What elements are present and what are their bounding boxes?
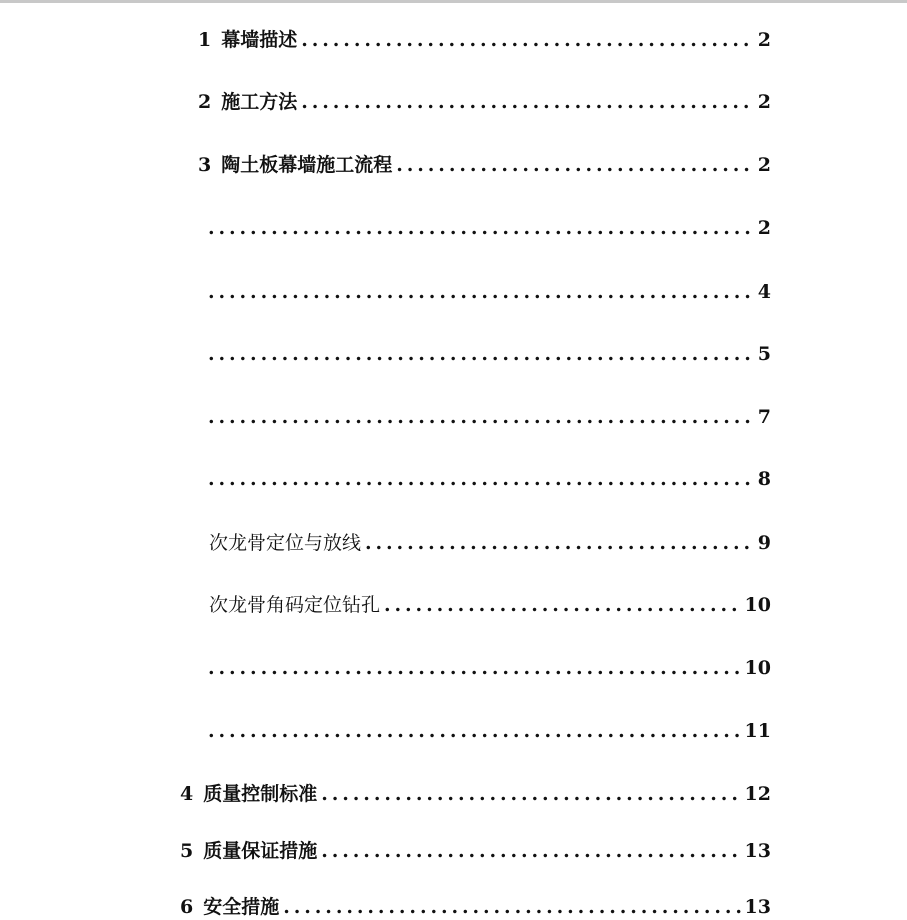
toc-entry-number: 4	[180, 783, 194, 805]
toc-entry-3-7[interactable]	[209, 592, 771, 618]
toc-entry-1[interactable]	[198, 27, 771, 53]
toc-dot-leader	[384, 592, 741, 618]
toc-entry-3-8[interactable]	[204, 655, 771, 681]
toc-dot-leader	[283, 894, 740, 920]
toc-dot-leader	[396, 152, 754, 178]
toc-entry-3-9[interactable]	[204, 718, 771, 744]
toc-entry-number: 3	[198, 154, 212, 176]
toc-entry-title: 质量保证措施	[203, 840, 318, 862]
toc-entry-title: 质量控制标准	[203, 783, 318, 805]
toc-entry-page: 2	[757, 154, 771, 176]
toc-entry-title: 次龙骨定位与放线	[209, 532, 362, 554]
toc-entry-title: 次龙骨角码定位钻孔	[209, 594, 381, 616]
toc-entry-page: 13	[744, 896, 771, 918]
toc-entry-page: 10	[744, 657, 771, 679]
toc-entry-4[interactable]	[180, 781, 771, 807]
toc-entry-5[interactable]	[180, 838, 771, 864]
toc-entry-3[interactable]	[198, 152, 771, 178]
toc-entry-page: 5	[757, 343, 771, 365]
toc-entry-page: 4	[757, 281, 771, 303]
toc-entry-page: 2	[757, 217, 771, 239]
toc-dot-leader	[208, 655, 741, 681]
toc-entry-number: 1	[198, 29, 212, 51]
toc-entry-number: 2	[198, 91, 212, 113]
toc-dot-leader	[208, 718, 741, 744]
toc-entry-number: 5	[180, 840, 194, 862]
toc-entry-3-6[interactable]	[209, 530, 771, 556]
toc-dot-leader	[321, 838, 740, 864]
toc-dot-leader	[365, 530, 754, 556]
toc-dot-leader	[208, 466, 754, 492]
toc-dot-leader	[208, 279, 754, 305]
toc-entry-title: 安全措施	[203, 896, 280, 918]
toc-entry-page: 2	[757, 91, 771, 113]
toc-dot-leader	[321, 781, 740, 807]
toc-dot-leader	[208, 215, 754, 241]
toc-entry-6[interactable]	[180, 894, 771, 920]
toc-entry-title: 施工方法	[221, 91, 298, 113]
toc-entry-title: 陶土板幕墙施工流程	[221, 154, 393, 176]
toc-entry-page: 11	[744, 720, 771, 742]
toc-entry-page: 2	[757, 29, 771, 51]
toc-entry-page: 9	[757, 532, 771, 554]
toc-dot-leader	[208, 341, 754, 367]
toc-entry-page: 12	[744, 783, 771, 805]
toc-entry-2[interactable]	[198, 89, 771, 115]
toc-dot-leader	[301, 27, 754, 53]
toc-dot-leader	[208, 404, 754, 430]
toc-entry-3-2[interactable]	[204, 279, 771, 305]
toc-entry-page: 7	[757, 406, 771, 428]
toc-entry-3-3[interactable]	[204, 341, 771, 367]
toc-entry-page: 13	[744, 840, 771, 862]
toc-entry-number: 6	[180, 896, 194, 918]
toc-entry-title: 幕墙描述	[221, 29, 298, 51]
toc-entry-3-4[interactable]	[204, 404, 771, 430]
toc-entry-3-5[interactable]	[204, 466, 771, 492]
toc-dot-leader	[301, 89, 754, 115]
toc-entry-page: 8	[757, 468, 771, 490]
toc-entry-page: 10	[744, 594, 771, 616]
toc-entry-3-1[interactable]	[204, 215, 771, 241]
